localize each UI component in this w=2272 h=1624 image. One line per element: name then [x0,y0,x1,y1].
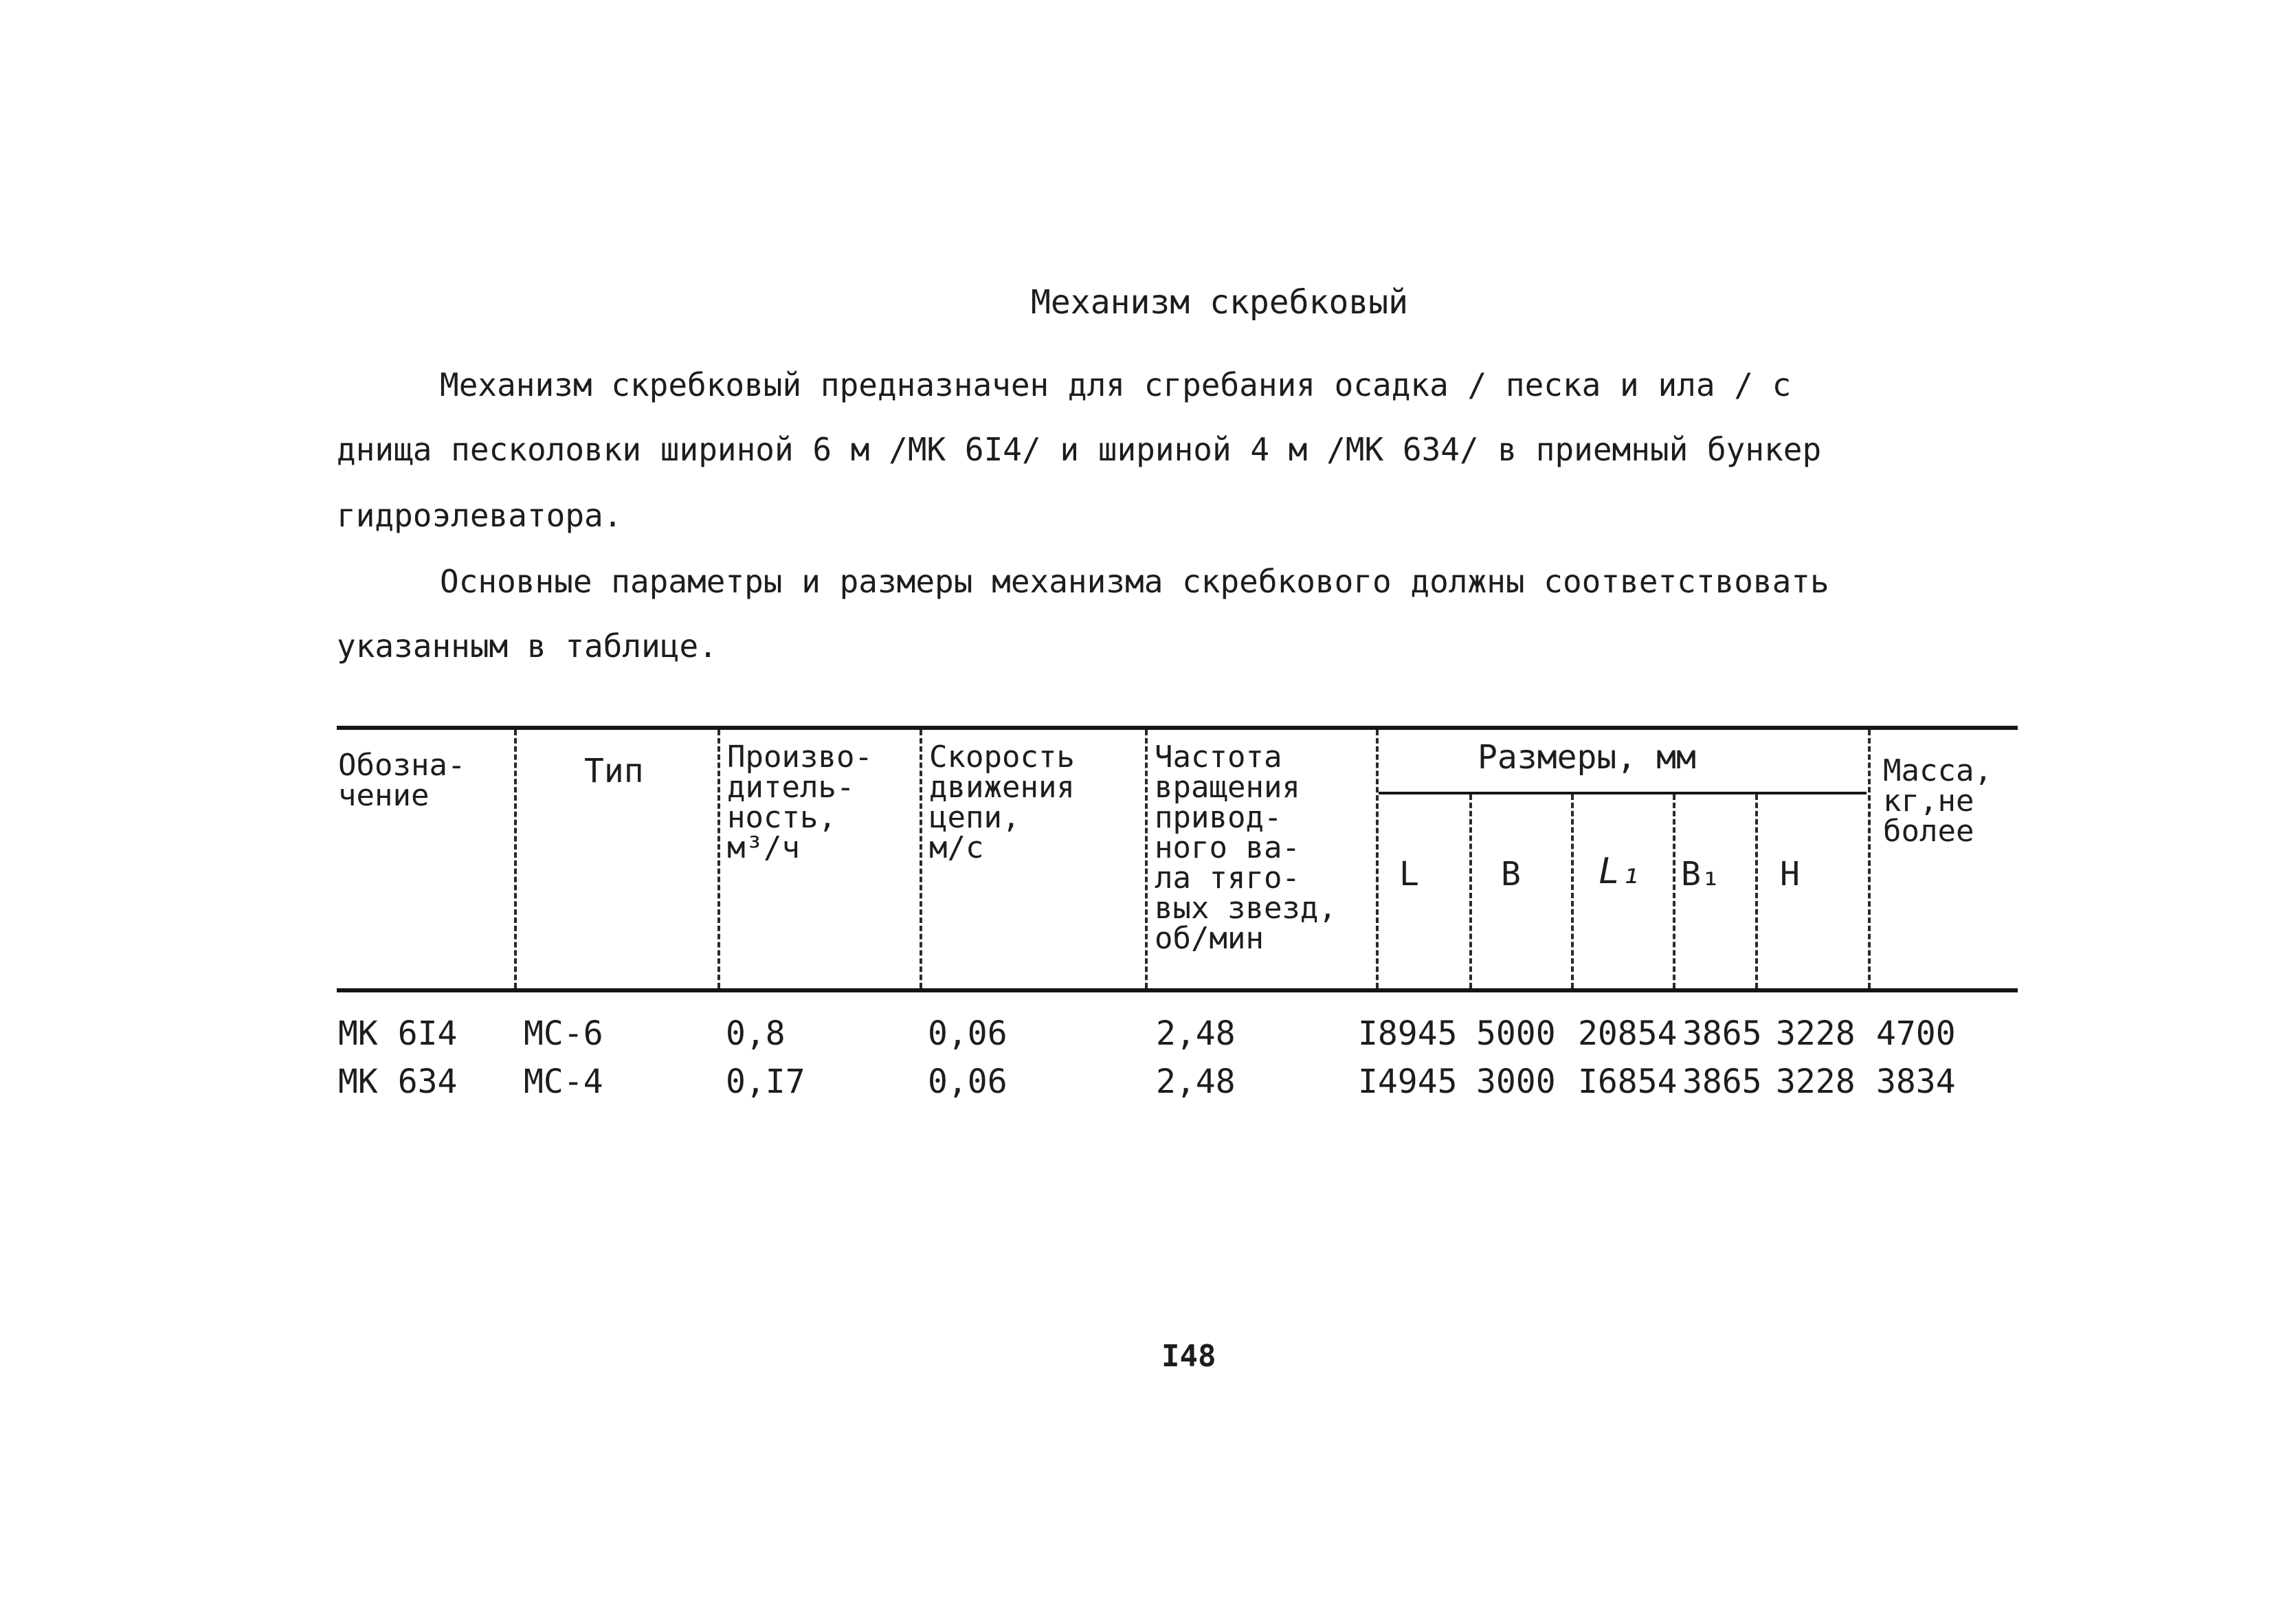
cell-mass: 3834 [1876,1063,1956,1101]
cell-designation: МК 634 [338,1063,458,1101]
cell-b1: 3865 [1682,1063,1762,1101]
paragraph-1-line-2: днища песколовки шириной 6 м /МК 6I4/ и шириной 4 м /МК 634/ в приемный бункер [337,431,1822,468]
cell-designation: МК 6I4 [338,1014,458,1053]
header-type: Тип [584,752,644,790]
cell-chain-speed: 0,06 [928,1063,1007,1101]
cell-b1: 3865 [1682,1014,1762,1053]
cell-frequency: 2,48 [1156,1063,1236,1101]
header-bottom-rule [337,988,2018,992]
cell-type: МС-6 [524,1014,603,1053]
section-title: Механизм скребковый [1031,283,1409,322]
header-dim-b: B [1501,855,1521,893]
table-top-rule [337,726,2018,730]
cell-frequency: 2,48 [1156,1014,1236,1053]
paragraph-2-line-2: указанным в таблице. [337,627,717,665]
dimensions-sub-rule [1379,792,1867,794]
cell-capacity: 0,8 [726,1014,786,1053]
cell-chain-speed: 0,06 [928,1014,1007,1053]
header-mass: Масса, кг,не более [1883,753,1992,849]
col-divider [1755,794,1758,988]
cell-capacity: 0,I7 [726,1063,805,1101]
col-divider [1376,730,1379,988]
col-divider [514,730,517,988]
col-divider [1145,730,1148,988]
header-frequency: Частота вращения привод- ного ва- ла тяго- вых звезд, об/мин [1155,739,1337,956]
col-divider [1469,794,1472,988]
paragraph-1-line-1: Механизм скребковый предназначен для сгребания осадка / песка и ила / с [440,366,1792,403]
col-divider [1868,730,1871,988]
header-dim-l1: L₁ [1599,851,1642,892]
cell-l: I8945 [1358,1014,1458,1053]
cell-h: 3228 [1776,1063,1856,1101]
cell-l1: 20854 [1578,1014,1678,1053]
paragraph-2-line-1: Основные параметры и размеры механизма скребкового должны соответствовать [440,563,1829,600]
header-chain-speed: Скорость движения цепи, м/с [929,739,1075,865]
header-dimensions: Размеры, мм [1478,738,1696,777]
cell-h: 3228 [1776,1014,1856,1053]
cell-l: I4945 [1358,1063,1458,1101]
header-capacity: Произво- дитель- ность, м³/ч [727,739,873,865]
paragraph-1-line-3: гидроэлеватора. [337,497,623,534]
col-divider [717,730,720,988]
header-designation: Обозна- чение [338,748,466,813]
col-divider [1571,794,1574,988]
header-dim-l: L [1399,855,1419,893]
cell-type: МС-4 [524,1063,603,1101]
cell-b: 5000 [1476,1014,1556,1053]
cell-mass: 4700 [1876,1014,1956,1053]
col-divider [920,730,922,988]
cell-l1: I6854 [1578,1063,1678,1101]
header-dim-b1: B₁ [1681,855,1721,893]
cell-b: 3000 [1476,1063,1556,1101]
header-dim-h: H [1780,855,1800,893]
col-divider [1673,794,1675,988]
page-number: I48 [1161,1339,1216,1374]
